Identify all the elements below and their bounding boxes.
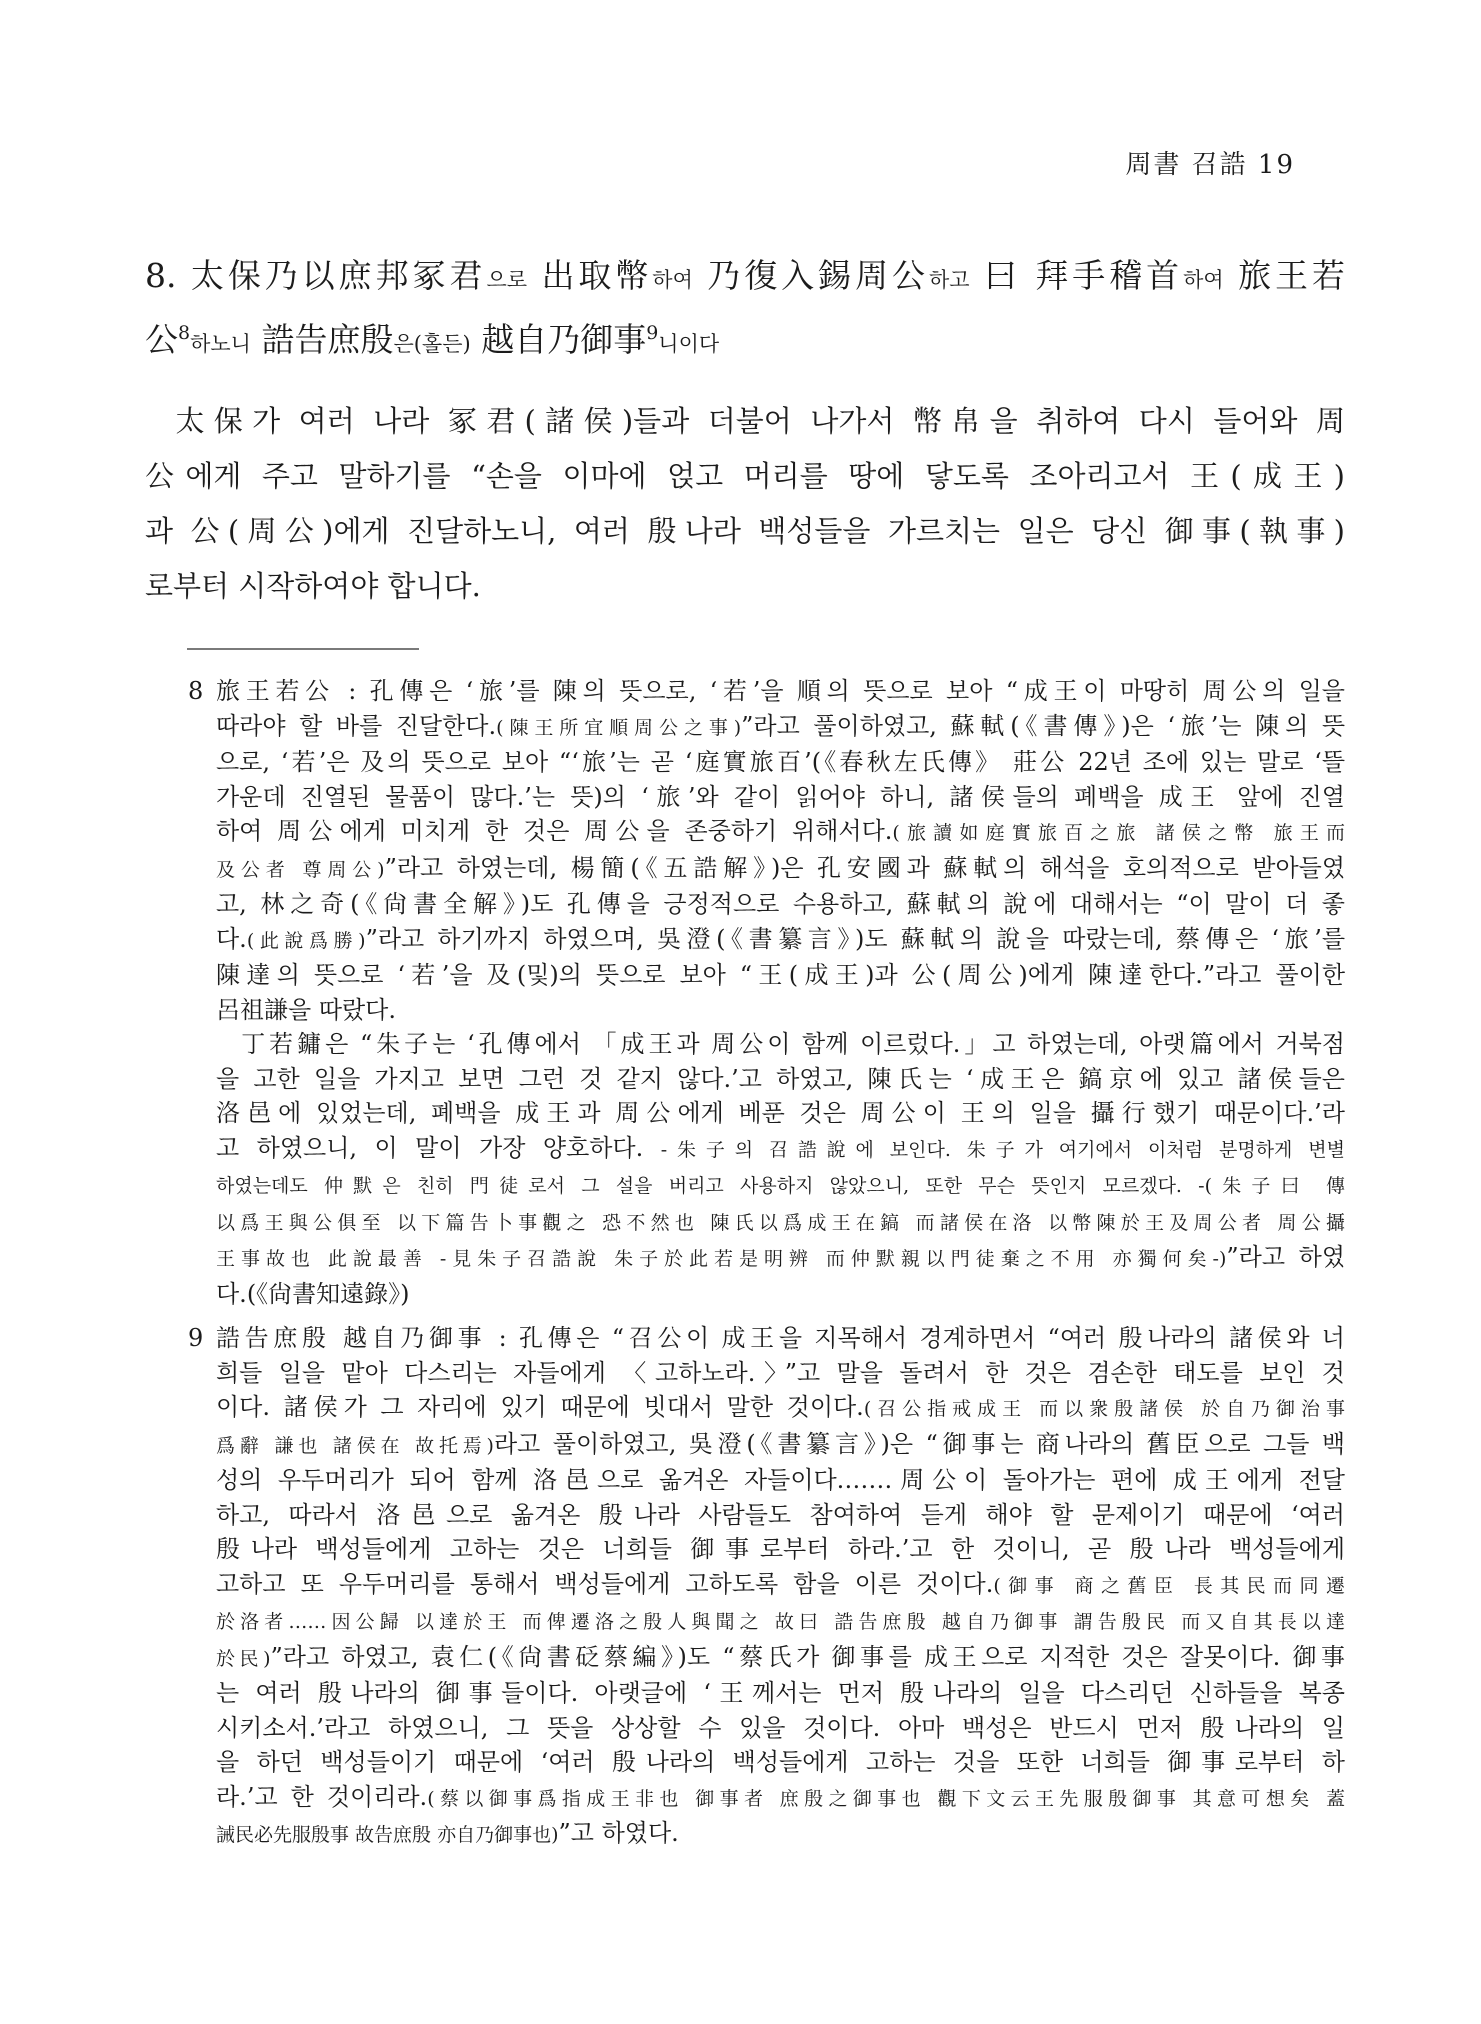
text-line	[216, 1427, 1345, 1464]
body-text: 라.’고 한 것이리라.	[216, 1782, 428, 1811]
body-text: 呂祖謙을 따랐다.	[216, 995, 396, 1024]
text-line	[145, 310, 1345, 374]
running-header	[145, 150, 1345, 180]
footnote-9	[188, 1321, 1345, 1853]
body-text: 旅王若公 : 孔傳은 ‘旅’를 陳의 뜻으로, ‘若’을 順의 뜻으로 보아 “成王이 마땅히 周公의 일을	[216, 677, 1345, 705]
text-line	[216, 922, 1345, 959]
text-line	[216, 1277, 1345, 1312]
text-line	[216, 745, 1345, 780]
small-note-text: -朱子의 召誥說에 보인다. 朱子가 여기에서 이처럼 분명하게 변별	[660, 1138, 1345, 1161]
text-line	[216, 1167, 1345, 1204]
body-text: 旅王若	[1223, 256, 1345, 295]
body-text: ”라고 하였	[1226, 1243, 1345, 1271]
small-note-text: 하였는데도 仲默은 친히 門徒로서 그 설을 버리고 사용하지 않았으니, 또한 무슨 뜻인지 모르겠다. -(朱子曰 傳	[216, 1175, 1345, 1197]
small-note-text: (蔡以御事爲指成王非也 御事者 庶殷之御事也 觀下文云王先服殷御事 其意可想矣 蓋	[427, 1787, 1345, 1810]
body-text: 으로, ‘若’은 及의 뜻으로 보아 “‘旅’는 곧 ‘庭實旅百’(《春秋左氏傳》 莊公 22년 조에 있는 말로 ‘뜰	[216, 748, 1345, 776]
translation-paragraph	[145, 394, 1345, 614]
body-text: 公에게 주고 말하기를 “손을 이마에 얹고 머리를 땅에 닿도록 조아리고서 王(成王)	[145, 459, 1345, 493]
text-line	[216, 887, 1345, 922]
body-text: ”라고 하였는데, 楊簡(《五誥解》)은 孔安國과 蘇軾의 해석을 호의적으로 받아들였	[384, 853, 1345, 882]
footnote-8	[188, 674, 1345, 1311]
text-line	[216, 1096, 1345, 1131]
body-text: ”고 하였다.	[558, 1819, 679, 1847]
text-line	[216, 1640, 1345, 1677]
text-line	[216, 1062, 1345, 1097]
small-note-text: (陳王所宜順周公之事)	[496, 716, 742, 739]
text-line	[216, 1676, 1345, 1711]
small-note-text: 王事故也 此說最善 -見朱子召誥說 朱子於此若是明辨 而仲默親以門徒棄之不用 亦獨何矣-)	[216, 1248, 1227, 1270]
text-line	[216, 1603, 1345, 1640]
body-text: 고, 林之奇(《尙書全解》)도 孔傳을 긍정적으로 수용하고, 蘇軾의 說에 대해서는 “이 말이 더 좋	[216, 890, 1345, 918]
body-text: 越自乃御事	[470, 320, 647, 359]
text-line	[216, 1131, 1345, 1168]
body-text: 고하고 또 우두머리를 통해서 백성들에게 고하도록 함을 이른 것이다.	[216, 1569, 994, 1598]
text-line	[216, 1356, 1345, 1391]
text-line	[216, 1816, 1345, 1853]
body-text: 陳達의 뜻으로 ‘若’을 及(및)의 뜻으로 보아 “王(成王)과 公(周公)에게 陳達한다.”라고 풀이한	[216, 961, 1345, 989]
text-line	[216, 814, 1345, 851]
page-header-title: 周書 召誥 19	[1125, 150, 1295, 180]
footnote-divider	[187, 648, 419, 650]
body-text: 丁若鏞은 “朱子는 ‘孔傳에서 「成王과 周公이 함께 이르렀다.」고 하였는데, 아랫篇에서 거북점	[241, 1030, 1345, 1058]
footnote-number: 9	[188, 1324, 204, 1352]
body-text: 出取幣	[527, 256, 653, 295]
body-text: 가운데 진열된 물품이 많다.’는 뜻)의 ‘旅’와 같이 읽어야 하니, 諸侯들의 폐백을 成王 앞에 진열	[216, 782, 1345, 811]
body-text: 로부터 시작하여야 합니다.	[145, 569, 481, 603]
body-text: 다.(《尙書知遠錄》)	[216, 1279, 410, 1308]
body-text: 하고, 따라서 洛邑으로 옮겨온 殷나라 사람들도 참여하여 듣게 해야 할 문제이기 때문에 ‘여러	[216, 1500, 1345, 1529]
text-line	[145, 246, 1345, 310]
body-text: 는 여러 殷나라의 御事들이다. 아랫글에 ‘王께서는 먼저 殷나라의 일을 다스리던 신하들을 복종	[216, 1679, 1345, 1707]
text-line	[216, 1204, 1345, 1241]
body-text: 8. 太保乃以庶邦冢君	[145, 256, 487, 295]
original-passage	[145, 246, 1345, 374]
body-text: 고 하였으니, 이 말이 가장 양호하다.	[216, 1133, 661, 1162]
small-note-text: 하여	[1183, 268, 1224, 292]
body-text: 성의 우두머리가 되어 함께 洛邑으로 옮겨온 자들이다.……周公이 돌아가는 편에 成王에게 전달	[216, 1466, 1345, 1494]
small-note-text: (召公指戒成王 而以衆殷諸侯 於自乃御治事	[863, 1398, 1345, 1420]
body-text: 公	[145, 320, 178, 359]
footnote-body	[216, 674, 1345, 1311]
small-note-text: 以爲王與公俱至 以下篇告卜事觀之 恐不然也 陳氏以爲成王在鎬 而諸侯在洛 以幣陳於王及周公者 周公攝	[216, 1211, 1345, 1234]
small-note-text: 은(홀든)	[393, 332, 471, 356]
footnotes	[145, 674, 1345, 1853]
text-line	[145, 449, 1345, 504]
body-text: 殷나라 백성들에게 고하는 것은 너희들 御事로부터 하라.’고 한 것이니, 곧 殷나라 백성들에게	[216, 1535, 1345, 1563]
text-line	[216, 993, 1345, 1028]
text-line	[216, 1027, 1345, 1062]
body-text: 乃復入錫周公	[692, 256, 929, 295]
text-line	[216, 780, 1345, 815]
small-note-text: 爲辭 謙也 諸侯在 故托焉)	[216, 1434, 494, 1457]
text-line	[216, 709, 1345, 746]
small-note-text: (此說爲勝)	[246, 929, 366, 952]
body-text: 이다. 諸侯가 그 자리에 있기 때문에 빗대서 말한 것이다.	[216, 1393, 864, 1421]
text-line	[216, 1532, 1345, 1567]
text-line	[216, 958, 1345, 993]
body-text: 라고 풀이하였고, 吳澄(《書纂言》)은 “御事는 商나라의 舊臣으로 그들 백	[493, 1429, 1345, 1458]
body-text: ”라고 풀이하였고, 蘇軾(《書傳》)은 ‘旅’는 陳의 뜻	[741, 711, 1345, 740]
footnote-ref: 8	[178, 322, 191, 344]
body-text: 을 하던 백성들이기 때문에 ‘여러 殷나라의 백성들에게 고하는 것을 또한 너희들 御事로부터 하	[216, 1748, 1345, 1776]
text-line	[145, 559, 1345, 614]
body-text: 과 公(周公)에게 진달하노니, 여러 殷나라 백성들을 가르치는 일은 당신 御事(執事)	[145, 514, 1345, 548]
text-line	[216, 1390, 1345, 1427]
body-text: 희들 일을 맡아 다스리는 자들에게 〈고하노라.〉”고 말을 돌려서 한 것은 겸손한 태도를 보인 것	[216, 1358, 1345, 1387]
text-line	[216, 1711, 1345, 1746]
small-note-text: 니이다	[658, 332, 720, 356]
body-text: 洛邑에 있었는데, 폐백을 成王과 周公에게 베푼 것은 周公이 王의 일을 攝行했기 때문이다.’라	[216, 1099, 1345, 1127]
text-line	[216, 851, 1345, 888]
small-note-text: (旅讀如庭實旅百之旅 諸侯之幣 旅王而	[892, 822, 1345, 844]
text-line	[145, 504, 1345, 559]
body-text: 따라야 할 바를 진달한다.	[216, 711, 497, 740]
text-line	[216, 1498, 1345, 1533]
small-note-text: 於洛者……因公歸 以達於王 而俾遷洛之殷人與聞之 故曰 誥告庶殷 越自乃御事 謂告殷民 而又自其長以達	[216, 1611, 1345, 1633]
text-line	[216, 1240, 1345, 1277]
small-note-text: 하여	[652, 268, 693, 292]
small-note-text: 으로	[486, 268, 528, 292]
body-text: 太保가 여러 나라 冢君(諸侯)들과 더불어 나가서 幣帛을 취하여 다시 들어와 周	[175, 404, 1345, 438]
small-note-text: 於民)	[216, 1647, 271, 1670]
footnote-body	[216, 1321, 1345, 1853]
text-line	[216, 1463, 1345, 1498]
body-text: 을 고한 일을 가지고 보면 그런 것 같지 않다.’고 하였고, 陳氏는 ‘成王은 鎬京에 있고 諸侯들은	[216, 1064, 1345, 1093]
body-text: 시키소서.’라고 하였으니, 그 뜻을 상상할 수 있을 것이다. 아마 백성은 반드시 먼저 殷나라의 일	[216, 1713, 1345, 1742]
text-line	[216, 1321, 1345, 1356]
small-note-text: 하고	[928, 268, 970, 292]
body-text: ”라고 하였고, 袁仁(《尙書砭蔡編》)도 “蔡氏가 御事를 成王으로 지적한 것은 잘못이다. 御事	[270, 1642, 1345, 1671]
body-text: 다.	[216, 924, 247, 953]
text-line	[216, 1567, 1345, 1604]
text-line	[216, 1780, 1345, 1817]
body-text: 하여 周公에게 미치게 한 것은 周公을 존중하기 위해서다.	[216, 817, 893, 845]
small-note-text: (御事 商之舊臣 長其民而同遷	[993, 1574, 1345, 1597]
small-note-text: 及公者 尊周公)	[216, 858, 385, 881]
body-text: 曰 拜手稽首	[969, 256, 1184, 295]
body-text: 誥告庶殷	[250, 320, 394, 359]
text-line	[216, 674, 1345, 709]
body-text: 誥告庶殷 越自乃御事 : 孔傳은 “召公이 成王을 지목해서 경계하면서 “여러 殷나라의 諸侯와 너	[216, 1324, 1345, 1352]
small-note-text: 하노니	[190, 332, 251, 356]
footnote-number: 8	[188, 677, 204, 705]
footnote-ref: 9	[646, 322, 659, 344]
text-line	[145, 394, 1345, 449]
small-note-text: 誡民必先服殷事 故告庶殷 亦自乃御事也)	[216, 1824, 559, 1846]
text-line	[216, 1745, 1345, 1780]
body-text: ”라고 하기까지 하였으며, 吳澄(《書纂言》)도 蘇軾의 說을 따랐는데, 蔡傳은 ‘旅’를	[365, 924, 1345, 953]
